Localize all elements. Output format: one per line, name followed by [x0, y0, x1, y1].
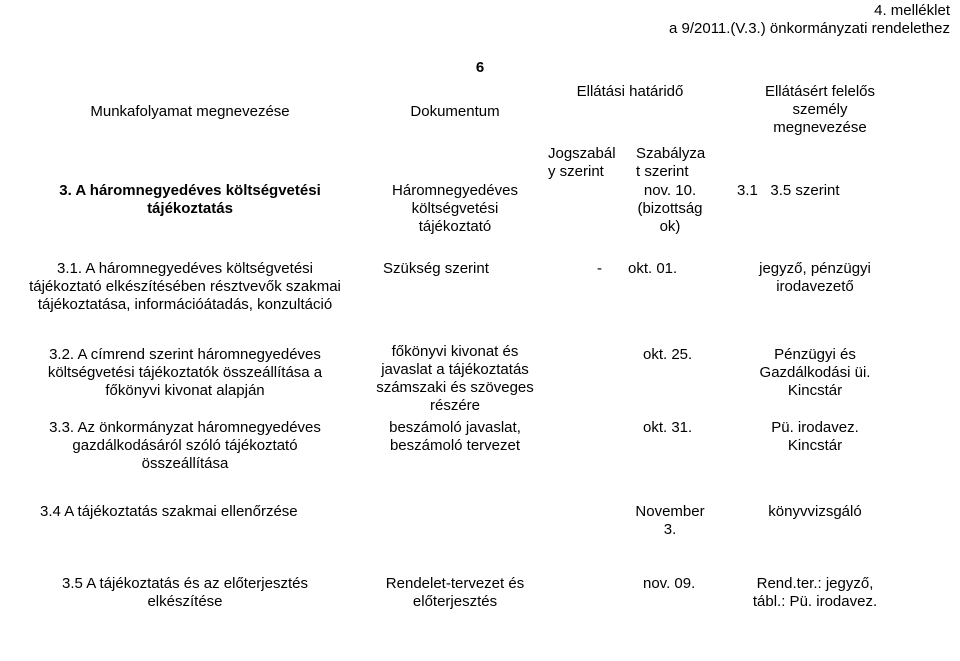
- row-responsible: könyvvizsgáló: [768, 503, 862, 520]
- annex-label: 4. melléklet: [874, 2, 950, 19]
- row-document: beszámoló javaslat, beszámoló tervezet: [389, 419, 521, 454]
- row-deadline: November 3.: [635, 503, 705, 538]
- section-process: 3. A háromnegyedéves költségvetési tájékoztatás: [59, 182, 321, 217]
- col-header-deadline-by-rules: Szabályza t szerint: [636, 145, 706, 180]
- row-process: 3.4 A tájékoztatás szakmai ellenőrzése: [40, 503, 298, 520]
- row-document: Rendelet-tervezet és előterjesztés: [385, 575, 525, 610]
- col-header-deadline: Ellátási határidő: [576, 83, 684, 100]
- row-process: 3.5 A tájékoztatás és az előterjesztés elkészítése: [62, 575, 308, 610]
- row-document: főkönyvi kivonat és javaslat a tájékoztatás számszaki és szöveges részére: [376, 343, 534, 414]
- row-responsible: Pénzügyi és Gazdálkodási üi. Kincstár: [759, 346, 871, 399]
- col-header-responsible: Ellátásért felelős személy megnevezése: [764, 83, 876, 136]
- row-dash: -: [597, 260, 602, 277]
- row-process: 3.1. A háromnegyedéves költségvetési tájékoztató elkészítésében résztvevők szakmai tájékoztatása, információátadás, konzultáció: [29, 260, 341, 313]
- row-document: Szükség szerint: [383, 260, 489, 277]
- row-deadline: okt. 31.: [643, 419, 693, 436]
- row-responsible: jegyző, pénzügyi irodavezető: [759, 260, 871, 295]
- row-process: 3.2. A címrend szerint háromnegyedéves költségvetési tájékoztatók összeállítása a főkönyvi kivonat alapján: [47, 346, 323, 399]
- section-document: Háromnegyedéves költségvetési tájékoztató: [392, 182, 518, 235]
- row-deadline: nov. 09.: [643, 575, 696, 592]
- row-deadline: okt. 25.: [643, 346, 693, 363]
- col-header-process: Munkafolyamat megnevezése: [90, 103, 290, 120]
- section-deadline-rules: nov. 10. (bizottság ok): [637, 182, 703, 235]
- section-responsible: 3.1 3.5 szerint: [737, 182, 840, 199]
- row-responsible: Rend.ter.: jegyző, tábl.: Pü. irodavez.: [752, 575, 878, 610]
- table-number: 6: [475, 59, 485, 76]
- row-process: 3.3. Az önkormányzat háromnegyedéves gazdálkodásáról szóló tájékoztató összeállítása: [49, 419, 321, 472]
- regulation-reference: a 9/2011.(V.3.) önkormányzati rendelethez: [668, 20, 950, 37]
- col-header-document: Dokumentum: [410, 103, 500, 120]
- col-header-deadline-by-law: Jogszabál y szerint: [548, 145, 616, 180]
- row-responsible: Pü. irodavez. Kincstár: [771, 419, 859, 454]
- row-deadline: okt. 01.: [628, 260, 678, 277]
